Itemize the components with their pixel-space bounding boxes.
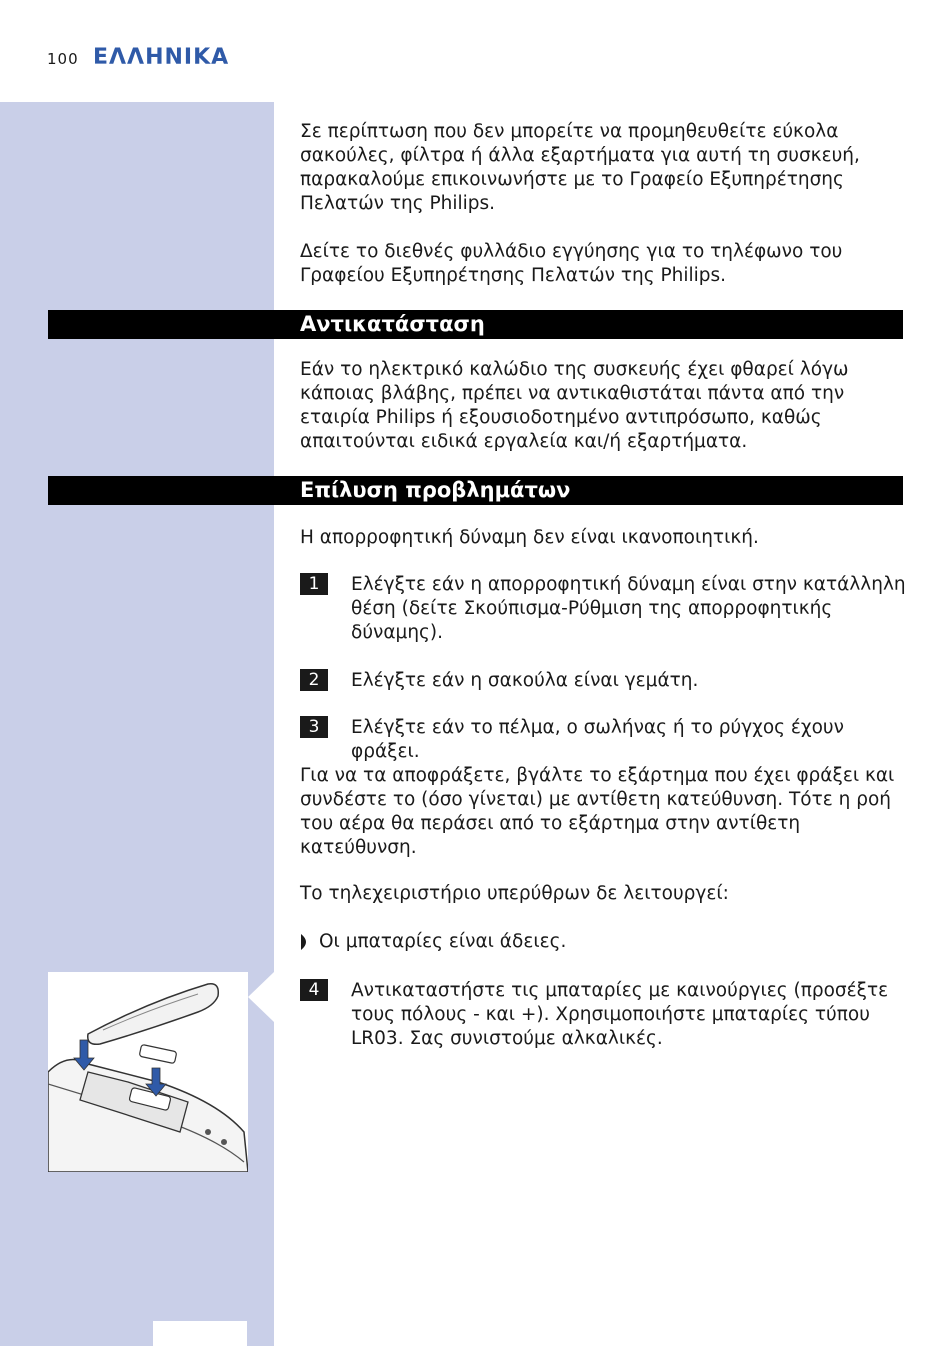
intro-paragraph-2: Δείτε το διεθνές φυλλάδιο εγγύησης για το τηλέφωνο του Γραφείου Εξυπηρέτησης Πελατών της Philips. <box>300 241 843 286</box>
illustration-pointer <box>248 972 274 1022</box>
remote-battery-illustration <box>48 972 248 1172</box>
section-bar-replacement <box>48 310 903 339</box>
bullet-text: Οι μπαταρίες είναι άδειες. <box>319 931 567 952</box>
step-number-1: 1 <box>300 573 328 595</box>
footer-box <box>153 1321 247 1346</box>
step-number-3: 3 <box>300 716 328 738</box>
step-text-2: Ελέγξτε εάν η σακούλα είναι γεμάτη. <box>351 670 699 691</box>
section-title-troubleshooting: Επίλυση προβλημάτων <box>300 478 571 502</box>
bullet-icon <box>300 933 312 951</box>
problem-heading-remote: Το τηλεχειριστήριο υπερύθρων δε λειτουργεί: <box>300 883 729 904</box>
step-text-4: Αντικαταστήστε τις μπαταρίες με καινούργιες (προσέξτε τους πόλους - και +). Χρησιμοποιήστε μπαταρίες τύπου LR03. Σας συνιστούμε αλκαλικές. <box>351 980 889 1049</box>
problem-heading-suction: Η απορροφητική δύναμη δεν είναι ικανοποιητική. <box>300 527 759 548</box>
step-text-1: Ελέγξτε εάν η απορροφητική δύναμη είναι στην κατάλληλη θέση (δείτε Σκούπισμα-Ρύθμιση της απορροφητικής δύναμης). <box>351 574 906 643</box>
unblock-paragraph: Για να τα αποφράξετε, βγάλτε το εξάρτημα που έχει φράξει και συνδέστε το (όσο γίνεται) με αντίθετη κατεύθυνση. Τότε η ροή του αέρα θα περάσει από το εξάρτημα στην αντίθετη κατεύθυνση. <box>300 765 895 858</box>
language-heading: ΕΛΛΗΝΙΚΑ <box>93 45 230 70</box>
step-number-2: 2 <box>300 669 328 691</box>
intro-paragraph-1: Σε περίπτωση που δεν μπορείτε να προμηθευθείτε εύκολα σακούλες, φίλτρα ή άλλα εξαρτήματα για αυτή τη συσκευή, παρακαλούμε επικοινωνήστε με το Γραφείο Εξυπηρέτησης Πελατών της Philips. <box>300 121 860 214</box>
step-text-3: Ελέγξτε εάν το πέλμα, ο σωλήνας ή το ρύγχος έχουν φράξει. <box>351 717 844 762</box>
section-bar-troubleshooting <box>48 476 903 505</box>
step-number-4: 4 <box>300 979 328 1001</box>
replacement-paragraph: Εάν το ηλεκτρικό καλώδιο της συσκευής έχει φθαρεί λόγω κάποιας βλάβης, πρέπει να αντικαθιστάται πάντα από την εταιρία Philips ή εξουσιοδοτημένο αντιπρόσωπο, καθώς απαιτούνται ειδικά εργαλεία και/ή εξαρτήματα. <box>300 359 849 452</box>
page-number: 100 <box>47 50 79 68</box>
section-title-replacement: Αντικατάσταση <box>300 312 485 336</box>
